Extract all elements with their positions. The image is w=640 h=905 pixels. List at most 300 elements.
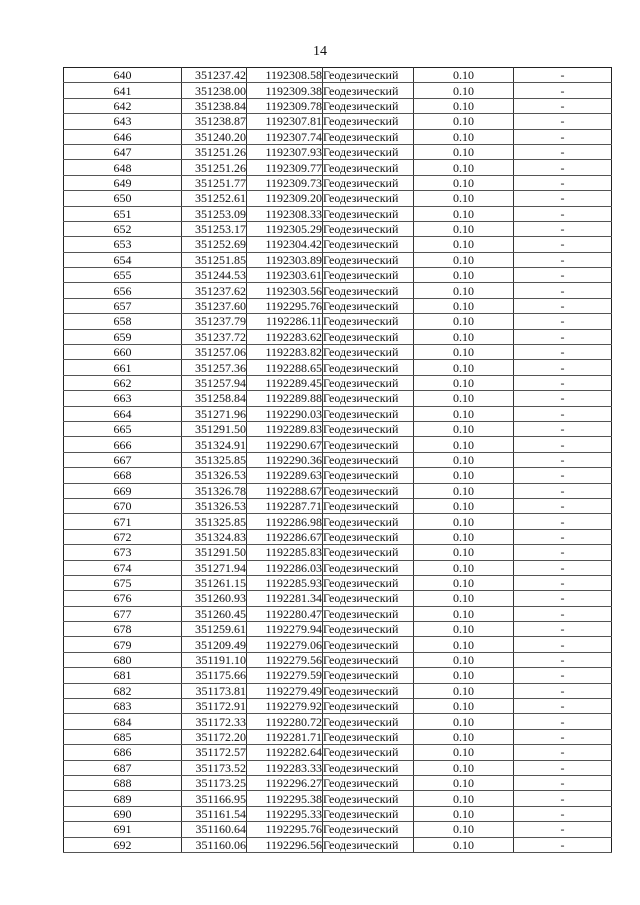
point-number-cell: 689 (64, 791, 182, 806)
y-coordinate-cell: 1192281.71 (247, 729, 323, 744)
table-row (64, 606, 612, 621)
y-coordinate-cell: 1192309.20 (247, 191, 323, 206)
table-row (64, 622, 612, 637)
point-number-cell: 687 (64, 760, 182, 775)
description-cell: - (514, 114, 612, 129)
description-cell: - (514, 160, 612, 175)
accuracy-cell: 0.10 (414, 98, 514, 113)
x-coordinate-cell: 351240.20 (182, 129, 247, 144)
table-row (64, 822, 612, 837)
description-cell: - (514, 452, 612, 467)
y-coordinate-cell: 1192287.71 (247, 498, 323, 513)
x-coordinate-cell: 351209.49 (182, 637, 247, 652)
point-number-cell: 671 (64, 514, 182, 529)
point-number-cell: 667 (64, 452, 182, 467)
point-number-cell: 674 (64, 560, 182, 575)
y-coordinate-cell: 1192308.58 (247, 68, 323, 83)
description-cell: - (514, 360, 612, 375)
accuracy-cell: 0.10 (414, 375, 514, 390)
method-cell: Геодезический (323, 191, 414, 206)
x-coordinate-cell: 351173.25 (182, 775, 247, 790)
accuracy-cell: 0.10 (414, 606, 514, 621)
point-number-cell: 648 (64, 160, 182, 175)
point-number-cell: 660 (64, 345, 182, 360)
table-row (64, 252, 612, 267)
description-cell: - (514, 375, 612, 390)
method-cell: Геодезический (323, 560, 414, 575)
y-coordinate-cell: 1192295.76 (247, 298, 323, 313)
table-row (64, 591, 612, 606)
description-cell: - (514, 329, 612, 344)
y-coordinate-cell: 1192295.38 (247, 791, 323, 806)
method-cell: Геодезический (323, 575, 414, 590)
x-coordinate-cell: 351237.42 (182, 68, 247, 83)
table-row (64, 837, 612, 852)
description-cell: - (514, 760, 612, 775)
description-cell: - (514, 468, 612, 483)
x-coordinate-cell: 351253.17 (182, 221, 247, 236)
description-cell: - (514, 406, 612, 421)
y-coordinate-cell: 1192279.56 (247, 652, 323, 667)
table-row (64, 268, 612, 283)
method-cell: Геодезический (323, 545, 414, 560)
y-coordinate-cell: 1192304.42 (247, 237, 323, 252)
table-row (64, 175, 612, 190)
table-row (64, 575, 612, 590)
description-cell: - (514, 714, 612, 729)
table-row (64, 68, 612, 83)
accuracy-cell: 0.10 (414, 760, 514, 775)
method-cell: Геодезический (323, 114, 414, 129)
accuracy-cell: 0.10 (414, 668, 514, 683)
accuracy-cell: 0.10 (414, 745, 514, 760)
point-number-cell: 675 (64, 575, 182, 590)
table-row (64, 683, 612, 698)
table-row (64, 652, 612, 667)
x-coordinate-cell: 351238.87 (182, 114, 247, 129)
method-cell: Геодезический (323, 760, 414, 775)
description-cell: - (514, 529, 612, 544)
method-cell: Геодезический (323, 129, 414, 144)
y-coordinate-cell: 1192286.11 (247, 314, 323, 329)
point-number-cell: 665 (64, 421, 182, 436)
x-coordinate-cell: 351291.50 (182, 545, 247, 560)
point-number-cell: 649 (64, 175, 182, 190)
x-coordinate-cell: 351237.62 (182, 283, 247, 298)
method-cell: Геодезический (323, 483, 414, 498)
x-coordinate-cell: 351251.77 (182, 175, 247, 190)
coordinates-table (63, 67, 612, 853)
x-coordinate-cell: 351161.54 (182, 806, 247, 821)
accuracy-cell: 0.10 (414, 822, 514, 837)
accuracy-cell: 0.10 (414, 699, 514, 714)
point-number-cell: 658 (64, 314, 182, 329)
description-cell: - (514, 298, 612, 313)
description-cell: - (514, 498, 612, 513)
table-row (64, 760, 612, 775)
table-row (64, 283, 612, 298)
method-cell: Геодезический (323, 683, 414, 698)
table-row (64, 114, 612, 129)
method-cell: Геодезический (323, 498, 414, 513)
accuracy-cell: 0.10 (414, 452, 514, 467)
accuracy-cell: 0.10 (414, 545, 514, 560)
table-row (64, 468, 612, 483)
description-cell: - (514, 129, 612, 144)
point-number-cell: 692 (64, 837, 182, 852)
table-row (64, 129, 612, 144)
x-coordinate-cell: 351244.53 (182, 268, 247, 283)
accuracy-cell: 0.10 (414, 175, 514, 190)
method-cell: Геодезический (323, 98, 414, 113)
accuracy-cell: 0.10 (414, 652, 514, 667)
table-row (64, 498, 612, 513)
x-coordinate-cell: 351261.15 (182, 575, 247, 590)
point-number-cell: 642 (64, 98, 182, 113)
method-cell: Геодезический (323, 252, 414, 267)
description-cell: - (514, 98, 612, 113)
accuracy-cell: 0.10 (414, 483, 514, 498)
method-cell: Геодезический (323, 514, 414, 529)
y-coordinate-cell: 1192280.47 (247, 606, 323, 621)
x-coordinate-cell: 351172.33 (182, 714, 247, 729)
accuracy-cell: 0.10 (414, 283, 514, 298)
accuracy-cell: 0.10 (414, 622, 514, 637)
table-row (64, 729, 612, 744)
method-cell: Геодезический (323, 298, 414, 313)
point-number-cell: 652 (64, 221, 182, 236)
table-row (64, 437, 612, 452)
y-coordinate-cell: 1192307.93 (247, 144, 323, 159)
accuracy-cell: 0.10 (414, 421, 514, 436)
method-cell: Геодезический (323, 668, 414, 683)
x-coordinate-cell: 351326.53 (182, 498, 247, 513)
method-cell: Геодезический (323, 437, 414, 452)
point-number-cell: 669 (64, 483, 182, 498)
x-coordinate-cell: 351252.69 (182, 237, 247, 252)
method-cell: Геодезический (323, 699, 414, 714)
point-number-cell: 678 (64, 622, 182, 637)
point-number-cell: 676 (64, 591, 182, 606)
y-coordinate-cell: 1192307.81 (247, 114, 323, 129)
table-row (64, 699, 612, 714)
accuracy-cell: 0.10 (414, 314, 514, 329)
method-cell: Геодезический (323, 329, 414, 344)
x-coordinate-cell: 351253.09 (182, 206, 247, 221)
description-cell: - (514, 68, 612, 83)
description-cell: - (514, 683, 612, 698)
table-row (64, 345, 612, 360)
y-coordinate-cell: 1192296.27 (247, 775, 323, 790)
x-coordinate-cell: 351324.91 (182, 437, 247, 452)
point-number-cell: 683 (64, 699, 182, 714)
table-row (64, 237, 612, 252)
point-number-cell: 686 (64, 745, 182, 760)
description-cell: - (514, 699, 612, 714)
accuracy-cell: 0.10 (414, 329, 514, 344)
y-coordinate-cell: 1192303.61 (247, 268, 323, 283)
table-row (64, 160, 612, 175)
x-coordinate-cell: 351260.45 (182, 606, 247, 621)
accuracy-cell: 0.10 (414, 683, 514, 698)
table-row (64, 806, 612, 821)
description-cell: - (514, 806, 612, 821)
point-number-cell: 657 (64, 298, 182, 313)
accuracy-cell: 0.10 (414, 391, 514, 406)
method-cell: Геодезический (323, 652, 414, 667)
accuracy-cell: 0.10 (414, 360, 514, 375)
accuracy-cell: 0.10 (414, 237, 514, 252)
table-row (64, 545, 612, 560)
point-number-cell: 690 (64, 806, 182, 821)
method-cell: Геодезический (323, 375, 414, 390)
method-cell: Геодезический (323, 745, 414, 760)
point-number-cell: 661 (64, 360, 182, 375)
page-number: 14 (313, 44, 327, 59)
x-coordinate-cell: 351160.64 (182, 822, 247, 837)
accuracy-cell: 0.10 (414, 837, 514, 852)
method-cell: Геодезический (323, 606, 414, 621)
y-coordinate-cell: 1192307.74 (247, 129, 323, 144)
x-coordinate-cell: 351324.83 (182, 529, 247, 544)
method-cell: Геодезический (323, 806, 414, 821)
point-number-cell: 659 (64, 329, 182, 344)
table-row (64, 144, 612, 159)
method-cell: Геодезический (323, 221, 414, 236)
x-coordinate-cell: 351237.60 (182, 298, 247, 313)
y-coordinate-cell: 1192309.73 (247, 175, 323, 190)
accuracy-cell: 0.10 (414, 498, 514, 513)
method-cell: Геодезический (323, 68, 414, 83)
accuracy-cell: 0.10 (414, 791, 514, 806)
description-cell: - (514, 729, 612, 744)
description-cell: - (514, 775, 612, 790)
method-cell: Геодезический (323, 314, 414, 329)
table-row (64, 668, 612, 683)
x-coordinate-cell: 351251.85 (182, 252, 247, 267)
y-coordinate-cell: 1192303.56 (247, 283, 323, 298)
y-coordinate-cell: 1192282.64 (247, 745, 323, 760)
accuracy-cell: 0.10 (414, 729, 514, 744)
method-cell: Геодезический (323, 452, 414, 467)
description-cell: - (514, 822, 612, 837)
method-cell: Геодезический (323, 206, 414, 221)
method-cell: Геодезический (323, 421, 414, 436)
x-coordinate-cell: 351259.61 (182, 622, 247, 637)
table-row (64, 391, 612, 406)
y-coordinate-cell: 1192286.98 (247, 514, 323, 529)
x-coordinate-cell: 351325.85 (182, 452, 247, 467)
method-cell: Геодезический (323, 268, 414, 283)
table-row (64, 329, 612, 344)
x-coordinate-cell: 351257.06 (182, 345, 247, 360)
description-cell: - (514, 483, 612, 498)
table-row (64, 529, 612, 544)
x-coordinate-cell: 351260.93 (182, 591, 247, 606)
method-cell: Геодезический (323, 237, 414, 252)
y-coordinate-cell: 1192295.33 (247, 806, 323, 821)
y-coordinate-cell: 1192283.33 (247, 760, 323, 775)
table-row (64, 314, 612, 329)
description-cell: - (514, 144, 612, 159)
point-number-cell: 672 (64, 529, 182, 544)
y-coordinate-cell: 1192290.67 (247, 437, 323, 452)
point-number-cell: 668 (64, 468, 182, 483)
y-coordinate-cell: 1192309.77 (247, 160, 323, 175)
description-cell: - (514, 575, 612, 590)
point-number-cell: 653 (64, 237, 182, 252)
x-coordinate-cell: 351257.36 (182, 360, 247, 375)
y-coordinate-cell: 1192303.89 (247, 252, 323, 267)
point-number-cell: 662 (64, 375, 182, 390)
y-coordinate-cell: 1192289.83 (247, 421, 323, 436)
x-coordinate-cell: 351166.95 (182, 791, 247, 806)
table-row (64, 791, 612, 806)
table-row (64, 375, 612, 390)
accuracy-cell: 0.10 (414, 114, 514, 129)
description-cell: - (514, 252, 612, 267)
table-row (64, 514, 612, 529)
description-cell: - (514, 637, 612, 652)
y-coordinate-cell: 1192295.76 (247, 822, 323, 837)
y-coordinate-cell: 1192286.03 (247, 560, 323, 575)
y-coordinate-cell: 1192308.33 (247, 206, 323, 221)
description-cell: - (514, 268, 612, 283)
x-coordinate-cell: 351291.50 (182, 421, 247, 436)
y-coordinate-cell: 1192286.67 (247, 529, 323, 544)
y-coordinate-cell: 1192288.67 (247, 483, 323, 498)
point-number-cell: 641 (64, 83, 182, 98)
y-coordinate-cell: 1192309.78 (247, 98, 323, 113)
description-cell: - (514, 437, 612, 452)
description-cell: - (514, 237, 612, 252)
x-coordinate-cell: 351172.57 (182, 745, 247, 760)
description-cell: - (514, 560, 612, 575)
x-coordinate-cell: 351251.26 (182, 144, 247, 159)
y-coordinate-cell: 1192289.88 (247, 391, 323, 406)
point-number-cell: 670 (64, 498, 182, 513)
description-cell: - (514, 345, 612, 360)
accuracy-cell: 0.10 (414, 529, 514, 544)
x-coordinate-cell: 351257.94 (182, 375, 247, 390)
table-row (64, 298, 612, 313)
x-coordinate-cell: 351237.79 (182, 314, 247, 329)
x-coordinate-cell: 351175.66 (182, 668, 247, 683)
description-cell: - (514, 606, 612, 621)
description-cell: - (514, 83, 612, 98)
y-coordinate-cell: 1192279.49 (247, 683, 323, 698)
accuracy-cell: 0.10 (414, 160, 514, 175)
y-coordinate-cell: 1192288.65 (247, 360, 323, 375)
table-row (64, 406, 612, 421)
accuracy-cell: 0.10 (414, 206, 514, 221)
description-cell: - (514, 421, 612, 436)
method-cell: Геодезический (323, 160, 414, 175)
table-row (64, 98, 612, 113)
table-row (64, 714, 612, 729)
point-number-cell: 673 (64, 545, 182, 560)
point-number-cell: 666 (64, 437, 182, 452)
y-coordinate-cell: 1192279.92 (247, 699, 323, 714)
y-coordinate-cell: 1192279.94 (247, 622, 323, 637)
point-number-cell: 677 (64, 606, 182, 621)
y-coordinate-cell: 1192309.38 (247, 83, 323, 98)
description-cell: - (514, 514, 612, 529)
description-cell: - (514, 391, 612, 406)
accuracy-cell: 0.10 (414, 406, 514, 421)
accuracy-cell: 0.10 (414, 575, 514, 590)
method-cell: Геодезический (323, 468, 414, 483)
description-cell: - (514, 837, 612, 852)
x-coordinate-cell: 351173.81 (182, 683, 247, 698)
accuracy-cell: 0.10 (414, 144, 514, 159)
description-cell: - (514, 745, 612, 760)
point-number-cell: 656 (64, 283, 182, 298)
table-row (64, 775, 612, 790)
y-coordinate-cell: 1192281.34 (247, 591, 323, 606)
y-coordinate-cell: 1192305.29 (247, 221, 323, 236)
x-coordinate-cell: 351326.53 (182, 468, 247, 483)
y-coordinate-cell: 1192290.03 (247, 406, 323, 421)
coordinates-table-body (64, 68, 612, 853)
x-coordinate-cell: 351251.26 (182, 160, 247, 175)
accuracy-cell: 0.10 (414, 514, 514, 529)
accuracy-cell: 0.10 (414, 68, 514, 83)
method-cell: Геодезический (323, 529, 414, 544)
x-coordinate-cell: 351325.85 (182, 514, 247, 529)
description-cell: - (514, 652, 612, 667)
x-coordinate-cell: 351160.06 (182, 837, 247, 852)
table-row (64, 452, 612, 467)
point-number-cell: 679 (64, 637, 182, 652)
description-cell: - (514, 206, 612, 221)
method-cell: Геодезический (323, 637, 414, 652)
y-coordinate-cell: 1192279.06 (247, 637, 323, 652)
description-cell: - (514, 175, 612, 190)
method-cell: Геодезический (323, 837, 414, 852)
point-number-cell: 664 (64, 406, 182, 421)
point-number-cell: 663 (64, 391, 182, 406)
point-number-cell: 651 (64, 206, 182, 221)
x-coordinate-cell: 351252.61 (182, 191, 247, 206)
point-number-cell: 640 (64, 68, 182, 83)
method-cell: Геодезический (323, 345, 414, 360)
description-cell: - (514, 545, 612, 560)
point-number-cell: 654 (64, 252, 182, 267)
table-row (64, 560, 612, 575)
description-cell: - (514, 591, 612, 606)
table-row (64, 206, 612, 221)
point-number-cell: 647 (64, 144, 182, 159)
accuracy-cell: 0.10 (414, 637, 514, 652)
method-cell: Геодезический (323, 622, 414, 637)
accuracy-cell: 0.10 (414, 714, 514, 729)
accuracy-cell: 0.10 (414, 560, 514, 575)
table-row (64, 745, 612, 760)
method-cell: Геодезический (323, 144, 414, 159)
point-number-cell: 650 (64, 191, 182, 206)
method-cell: Геодезический (323, 591, 414, 606)
method-cell: Геодезический (323, 360, 414, 375)
accuracy-cell: 0.10 (414, 129, 514, 144)
y-coordinate-cell: 1192279.59 (247, 668, 323, 683)
x-coordinate-cell: 351258.84 (182, 391, 247, 406)
accuracy-cell: 0.10 (414, 437, 514, 452)
description-cell: - (514, 791, 612, 806)
y-coordinate-cell: 1192283.82 (247, 345, 323, 360)
point-number-cell: 655 (64, 268, 182, 283)
method-cell: Геодезический (323, 391, 414, 406)
